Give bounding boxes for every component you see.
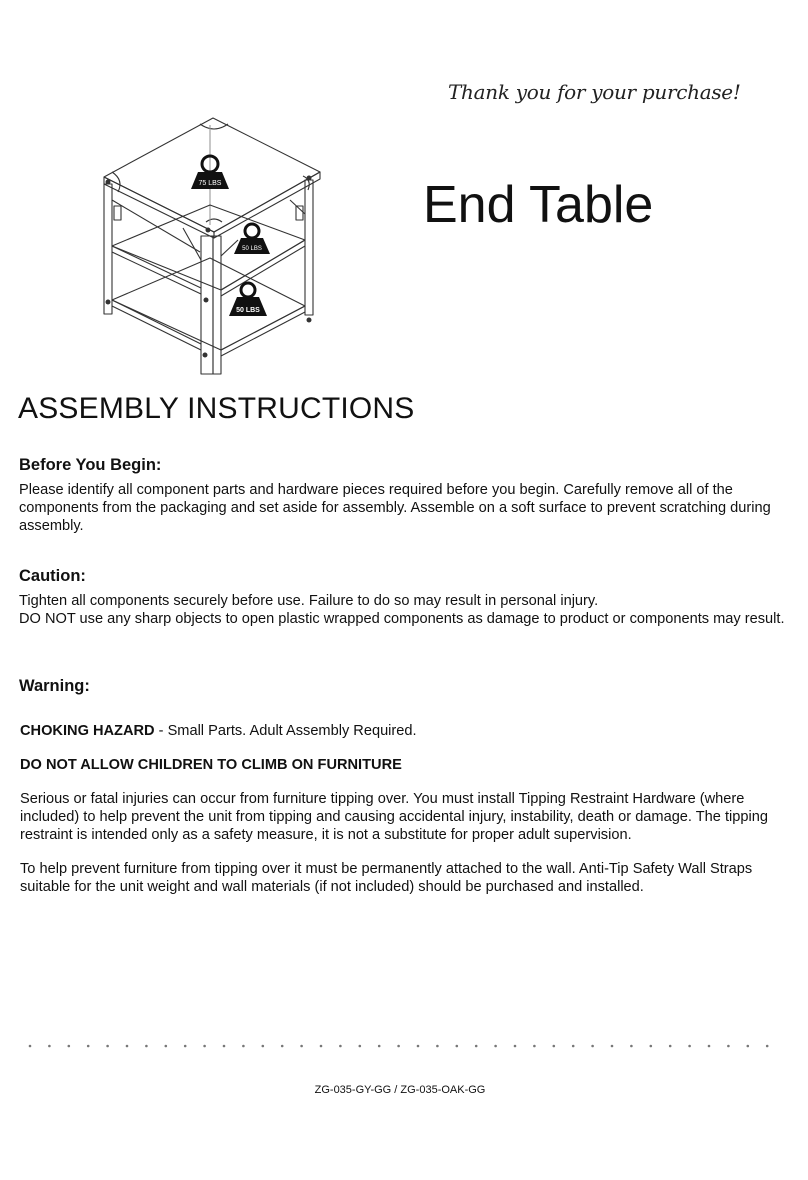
divider-dot [281,1045,284,1048]
no-climbing-warning: DO NOT ALLOW CHILDREN TO CLIMB ON FURNITURE [20,757,402,773]
divider-dot [630,1045,633,1048]
divider-dot [591,1045,594,1048]
divider-dot [436,1045,439,1048]
divider-dot [533,1045,536,1048]
before-you-begin-section [19,456,794,535]
divider-dot [106,1045,109,1048]
choking-hazard-line [20,722,795,740]
before-text: Please identify all component parts and hardware pieces required before you begin. Carefully remove all of the components from the packaging and set aside for assembly. Assemble on a soft surface to prevent scratching during assembly. [19,482,771,534]
divider-dot [475,1045,478,1048]
divider-dot [165,1045,168,1048]
divider-dot [184,1045,187,1048]
divider-dot [688,1045,691,1048]
divider-dot [397,1045,400,1048]
thank-you-note: Thank you for your purchase! [448,80,741,104]
divider-dot [417,1045,420,1048]
divider-dot [514,1045,517,1048]
model-number-footer [0,1084,808,1096]
caution-line-1: Tighten all components securely before use. Failure to do so may result in personal injury. [19,593,599,609]
divider-dot [320,1045,323,1048]
product-title: End Table [423,176,654,234]
divider-dot [727,1045,730,1048]
caution-section [19,567,794,628]
anti-tip-instruction: To help prevent furniture from tipping over it must be permanently attached to the wall. Anti-Tip Safety Wall Straps suitable for the unit weight and wall materials (if not included) should be purchased and installed. [20,861,753,895]
divider-dot [708,1045,711,1048]
weight-label-middle: 50 LBS [242,246,262,252]
tipping-injury-warning: Serious or fatal injuries can occur from furniture tipping over. You must install Tipping Restraint Hardware (where included) to help prevent the unit from tipping and causing accidental injury, instability, death or damage. The tipping restraint is intended only as a safety measure, it is not a substitute for proper adult supervision. [20,791,768,843]
divider-dot [145,1045,148,1048]
before-heading: Before You Begin: [19,456,162,474]
assembly-instructions-heading: ASSEMBLY INSTRUCTIONS [18,392,415,425]
choking-hazard-label: CHOKING HAZARD [20,723,155,739]
divider-dot [29,1045,32,1048]
divider-dot [494,1045,497,1048]
divider-dot [126,1045,129,1048]
divider-dot [203,1045,206,1048]
divider-dot [68,1045,71,1048]
divider-dot [223,1045,226,1048]
dotted-divider [24,1040,769,1052]
weight-icon-middle [234,224,270,254]
model-number: ZG-035-GY-GG / ZG-035-OAK-GG [314,1084,486,1096]
divider-dot [300,1045,303,1048]
divider-dot [669,1045,672,1048]
divider-dot [378,1045,381,1048]
caution-line-2: DO NOT use any sharp objects to open plastic wrapped components as damage to product or components may result. [19,611,785,627]
end-table-illustration [95,112,335,382]
divider-dot [747,1045,750,1048]
divider-dot [242,1045,245,1048]
divider-dot [553,1045,556,1048]
divider-dot [572,1045,575,1048]
caution-heading: Caution: [19,567,86,585]
divider-dot [87,1045,90,1048]
warning-section [19,677,794,702]
divider-dot [611,1045,614,1048]
divider-dot [339,1045,342,1048]
warning-heading: Warning: [19,677,90,695]
divider-dot [456,1045,459,1048]
divider-dot [262,1045,265,1048]
weight-label-bottom: 50 LBS [236,307,260,314]
weight-label-top: 75 LBS [198,180,222,187]
divider-dot [359,1045,362,1048]
choking-hazard-text: - Small Parts. Adult Assembly Required. [154,723,417,739]
divider-dot [48,1045,51,1048]
divider-dot [650,1045,653,1048]
divider-dot [766,1045,769,1048]
